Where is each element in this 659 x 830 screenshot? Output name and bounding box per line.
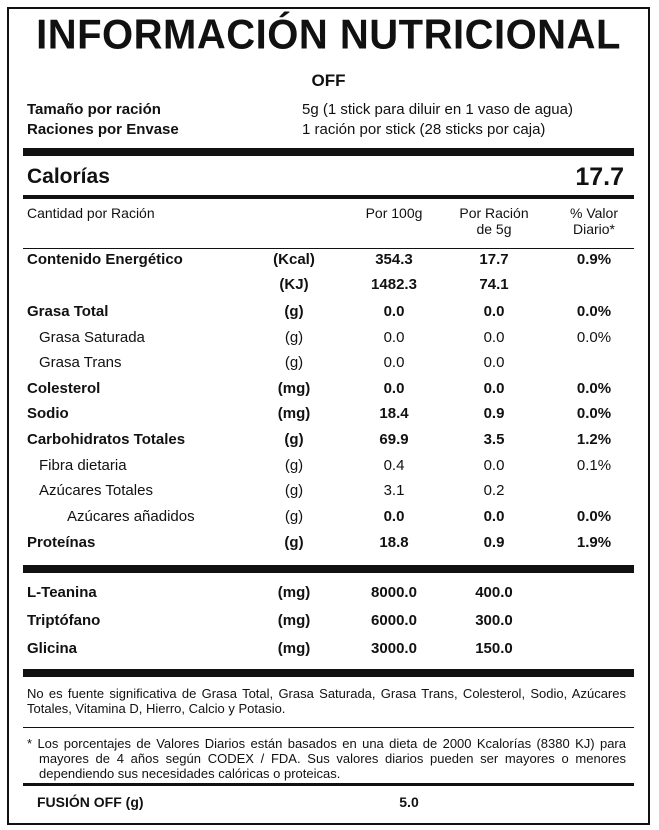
nutrition-label	[7, 7, 650, 825]
value-per100: 8000.0	[371, 584, 417, 601]
header-per-serving: Por Ración de 5g	[459, 205, 529, 237]
value-per100: 18.4	[379, 405, 409, 422]
nutrient-unit: (mg)	[277, 640, 311, 657]
table-row	[9, 329, 648, 353]
table-row	[9, 534, 648, 558]
nutrient-name: Fibra dietaria	[39, 457, 127, 474]
divider-thin	[23, 248, 634, 249]
header-amount: Cantidad por Ración	[27, 205, 155, 221]
servings-per-container-label: Raciones por Envase	[27, 121, 179, 138]
product-name: OFF	[311, 71, 346, 90]
value-per100: 0.0	[383, 329, 405, 346]
value-per-serving: 74.1	[479, 276, 509, 293]
value-per100: 6000.0	[371, 612, 417, 629]
daily-value-percent: 0.9%	[576, 251, 612, 268]
nutrient-name: Azúcares Totales	[39, 482, 153, 499]
nutrient-unit: (KJ)	[279, 276, 309, 293]
not-significant-note: No es fuente significativa de Grasa Total, Grasa Saturada, Grasa Trans, Colesterol, Sodio, Azúcares Totales, Vitamina D, Hierro, Calcio y Potasio.	[27, 686, 626, 716]
nutrient-name: Contenido Energético	[27, 251, 183, 268]
fusion-label: FUSIÓN OFF (g)	[37, 794, 144, 810]
nutrient-name: Grasa Saturada	[39, 329, 145, 346]
table-row	[9, 431, 648, 455]
nutrient-unit: (Kcal)	[273, 251, 315, 268]
value-per-serving: 0.9	[483, 405, 505, 422]
nutrient-name: Azúcares añadidos	[67, 508, 195, 525]
table-row	[9, 457, 648, 481]
value-per100: 354.3	[375, 251, 413, 268]
calories-value: 17.7	[575, 163, 624, 191]
value-per100: 0.0	[383, 303, 405, 320]
header-per100: Por 100g	[365, 205, 423, 221]
nutrient-name: Grasa Trans	[39, 354, 122, 371]
daily-value-percent: 0.0%	[576, 303, 612, 320]
nutrient-unit: (g)	[284, 457, 304, 474]
value-per-serving: 0.0	[483, 380, 505, 397]
value-per-serving: 3.5	[483, 431, 505, 448]
value-per100: 1482.3	[371, 276, 417, 293]
nutrient-name: Triptófano	[27, 612, 101, 629]
daily-value-percent: 0.0%	[576, 380, 612, 397]
label-title: INFORMACIÓN NUTRICIONAL	[36, 11, 621, 59]
nutrient-unit: (mg)	[277, 612, 311, 629]
value-per-serving: 0.0	[483, 457, 505, 474]
table-row	[9, 508, 648, 532]
nutrient-unit: (g)	[284, 431, 304, 448]
table-row	[9, 640, 648, 664]
nutrient-unit: (g)	[284, 329, 304, 346]
value-per100: 18.8	[379, 534, 409, 551]
table-row	[9, 251, 648, 275]
nutrient-name: L-Teanina	[27, 584, 97, 601]
daily-value-percent: 0.1%	[576, 457, 612, 474]
table-row	[9, 584, 648, 608]
daily-value-percent: 0.0%	[576, 508, 612, 525]
nutrient-name: Glicina	[27, 640, 78, 657]
value-per-serving: 0.0	[483, 303, 505, 320]
nutrient-name: Proteínas	[27, 534, 96, 551]
value-per100: 0.4	[383, 457, 405, 474]
value-per-serving: 0.0	[483, 329, 505, 346]
daily-value-percent: 1.2%	[576, 431, 612, 448]
nutrient-name: Carbohidratos Totales	[27, 431, 186, 448]
value-per100: 69.9	[379, 431, 409, 448]
nutrient-name: Colesterol	[27, 380, 101, 397]
value-per-serving: 0.9	[483, 534, 505, 551]
value-per100: 0.0	[383, 354, 405, 371]
nutrient-unit: (g)	[284, 508, 304, 525]
nutrient-unit: (mg)	[277, 584, 311, 601]
calories-label: Calorías	[27, 165, 110, 188]
divider-thick	[23, 565, 634, 573]
value-per100: 3000.0	[371, 640, 417, 657]
table-row	[9, 354, 648, 378]
nutrient-unit: (g)	[284, 303, 304, 320]
nutrient-unit: (g)	[284, 482, 304, 499]
table-row	[9, 612, 648, 636]
serving-size-label: Tamaño por ración	[27, 101, 161, 118]
value-per-serving: 300.0	[475, 612, 513, 629]
value-per-serving: 0.0	[483, 508, 505, 525]
table-row	[9, 276, 648, 300]
divider-thick	[23, 148, 634, 156]
daily-value-percent: 1.9%	[576, 534, 612, 551]
nutrient-unit: (g)	[284, 354, 304, 371]
value-per-serving: 150.0	[475, 640, 513, 657]
nutrient-unit: (mg)	[277, 380, 311, 397]
table-row	[9, 405, 648, 429]
serving-size-value: 5g (1 stick para diluir en 1 vaso de agua)	[302, 101, 573, 118]
value-per-serving: 17.7	[479, 251, 509, 268]
value-per-serving: 0.2	[483, 482, 505, 499]
nutrient-unit: (mg)	[277, 405, 311, 422]
value-per100: 0.0	[383, 380, 405, 397]
nutrient-unit: (g)	[284, 534, 304, 551]
nutrient-name: Sodio	[27, 405, 69, 422]
daily-value-percent: 0.0%	[576, 405, 612, 422]
divider-thin	[23, 727, 634, 728]
value-per-serving: 400.0	[475, 584, 513, 601]
value-per100: 3.1	[383, 482, 405, 499]
fusion-value: 5.0	[399, 794, 419, 810]
divider-medium	[23, 783, 634, 786]
value-per-serving: 0.0	[483, 354, 505, 371]
header-daily-value: % Valor Diario*	[570, 205, 618, 237]
table-row	[9, 380, 648, 404]
daily-value-percent: 0.0%	[576, 329, 612, 346]
divider-thick	[23, 669, 634, 677]
daily-value-footnote: * Los porcentajes de Valores Diarios están basados en una dieta de 2000 Kcalorías (8380 KJ) para mayores de 4 años según CODEX / FDA. Sus valores diarios pueden ser mayores o menores dependiendo sus necesidades calóricas o proteicas.	[27, 736, 626, 781]
divider-medium	[23, 195, 634, 199]
table-row	[9, 303, 648, 327]
value-per100: 0.0	[383, 508, 405, 525]
nutrient-name: Grasa Total	[27, 303, 109, 320]
table-row	[9, 482, 648, 506]
servings-per-container-value: 1 ración por stick (28 sticks por caja)	[302, 121, 546, 138]
